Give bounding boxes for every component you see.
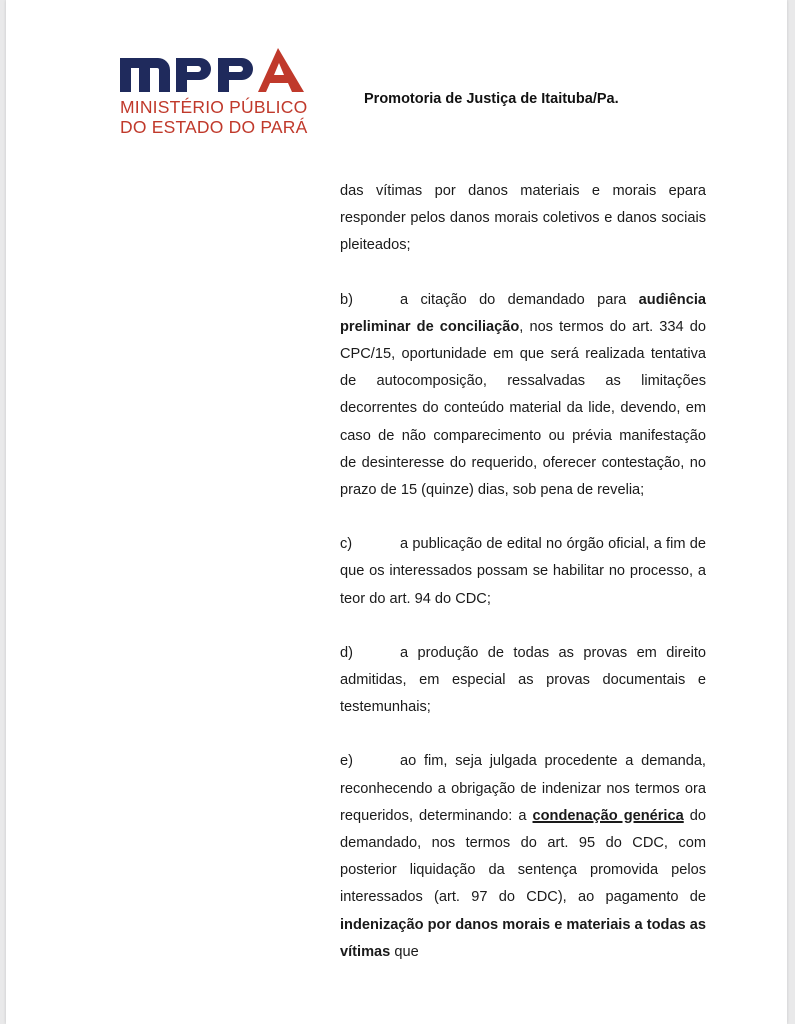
item-e-text-3: que	[390, 943, 419, 960]
item-e-paragraph	[340, 748, 706, 966]
item-e-text-1: ao fim, seja julgada procedente a demanda, reconhecendo a obrigação de indenizar nos termos ora requeridos, determinando: a	[340, 753, 706, 824]
item-d-paragraph	[340, 640, 706, 722]
item-c-marker: c)	[340, 536, 353, 553]
item-c-text: a publicação de edital no órgão oficial, a fim de que os interessados possam se habilitar no processo, a teor do art. 94 do CDC;	[340, 536, 706, 607]
item-d-text: a produção de todas as provas em direito admitidas, em especial as provas documentais e testemunhais;	[340, 644, 706, 716]
mppa-logo	[118, 44, 318, 144]
document-page	[6, 0, 787, 1024]
logo-text-line1: MINISTÉRIO PÚBLICO	[120, 97, 308, 117]
item-e-text-2: do demandado, nos termos do art. 95 do CDC, com posterior liquidação da sentença promovida pelos interessados (art. 97 do CDC), ao pagamento de	[340, 807, 706, 906]
item-d-marker: d)	[340, 644, 353, 661]
header-title: Promotoria de Justiça de Itaituba/Pa.	[364, 91, 619, 107]
item-b-bold: audiência preliminar de conciliação	[340, 291, 706, 335]
item-e-marker: e)	[340, 753, 353, 770]
item-c-paragraph	[340, 531, 706, 613]
item-b-text-2: , nos termos do art. 334 do CPC/15, oportunidade em que será realizada tentativa de autocomposição, ressalvadas as limitações decorrentes do conteúdo material da lide, devendo, em caso de não comparecimento ou prévia manifestação de desinteresse do requerido, oferecer contestação, no prazo de 15 (quinze) dias, sob pena de revelia;	[340, 318, 706, 499]
mppa-logo-mark	[118, 44, 308, 94]
item-b-paragraph	[340, 287, 706, 505]
item-b-text-1: a citação do demandado para	[400, 291, 639, 308]
document-body	[340, 178, 706, 966]
item-b-marker: b)	[340, 291, 353, 308]
logo-text-line2: DO ESTADO DO PARÁ	[120, 117, 308, 137]
item-e-bold: indenização por danos morais e materiais a todas as vítimas	[340, 916, 706, 960]
item-e-underlined-bold: condenação genérica	[532, 807, 684, 824]
intro-paragraph: das vítimas por danos materiais e morais epara responder pelos danos morais coletivos e danos sociais pleiteados;	[340, 183, 706, 254]
